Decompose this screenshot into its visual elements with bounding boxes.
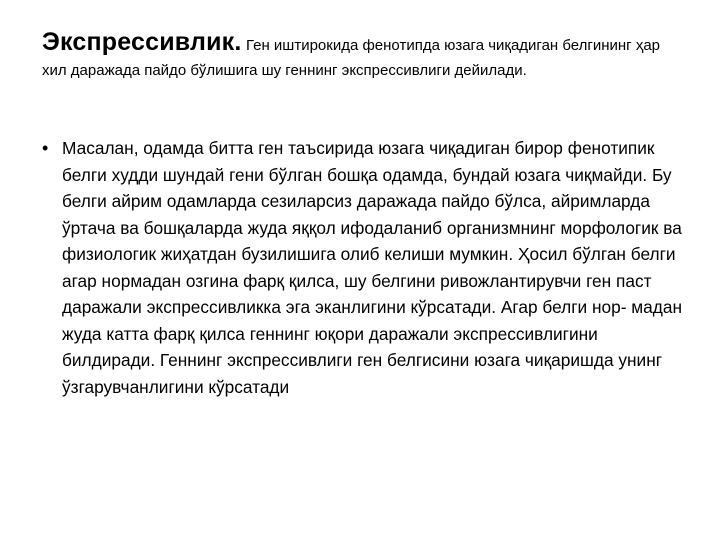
slide-title-block (42, 30, 682, 83)
slide-title: Экспрессивлик. (42, 28, 242, 56)
bullet-item (42, 135, 682, 400)
bullet-marker: • (42, 138, 49, 158)
title-description: Ген иштирокида фенотипда юзага чиқадиган белгининг ҳар хил даражада пайдо бўлишига шу геннинг экспрессивлиги дейилади. (42, 37, 661, 79)
bullet-text: Масалан, одамда битта ген таъсирида юзага чиқадиган бирор фенотипик белги худди шундай гени бўлган бошқа одамда, бундай юзага чиқмайди. Бу белги айрим одамларда сезиларсиз даражада пайдо бўлса, айримларда ўртача ва бошқаларда жуда яққол ифодаланиб организмнинг морфологик ва физиологик жиҳатдан бузилишига олиб келиши мумкин. Ҳосил бўлган белги агар нормадан озгина фарқ қилса, шу белгини ривожлантирувчи ген паст даражали экспрессивликка эга эканлигини кўрсатади. Агар белги нор- мадан жуда катта фарқ қилса геннинг юқори даражали экспрессивлигини билдиради. Геннинг экспрессивлиги ген белгисини юзага чиқаришда унинг ўзгарувчанлигини кўрсатади (62, 138, 683, 397)
